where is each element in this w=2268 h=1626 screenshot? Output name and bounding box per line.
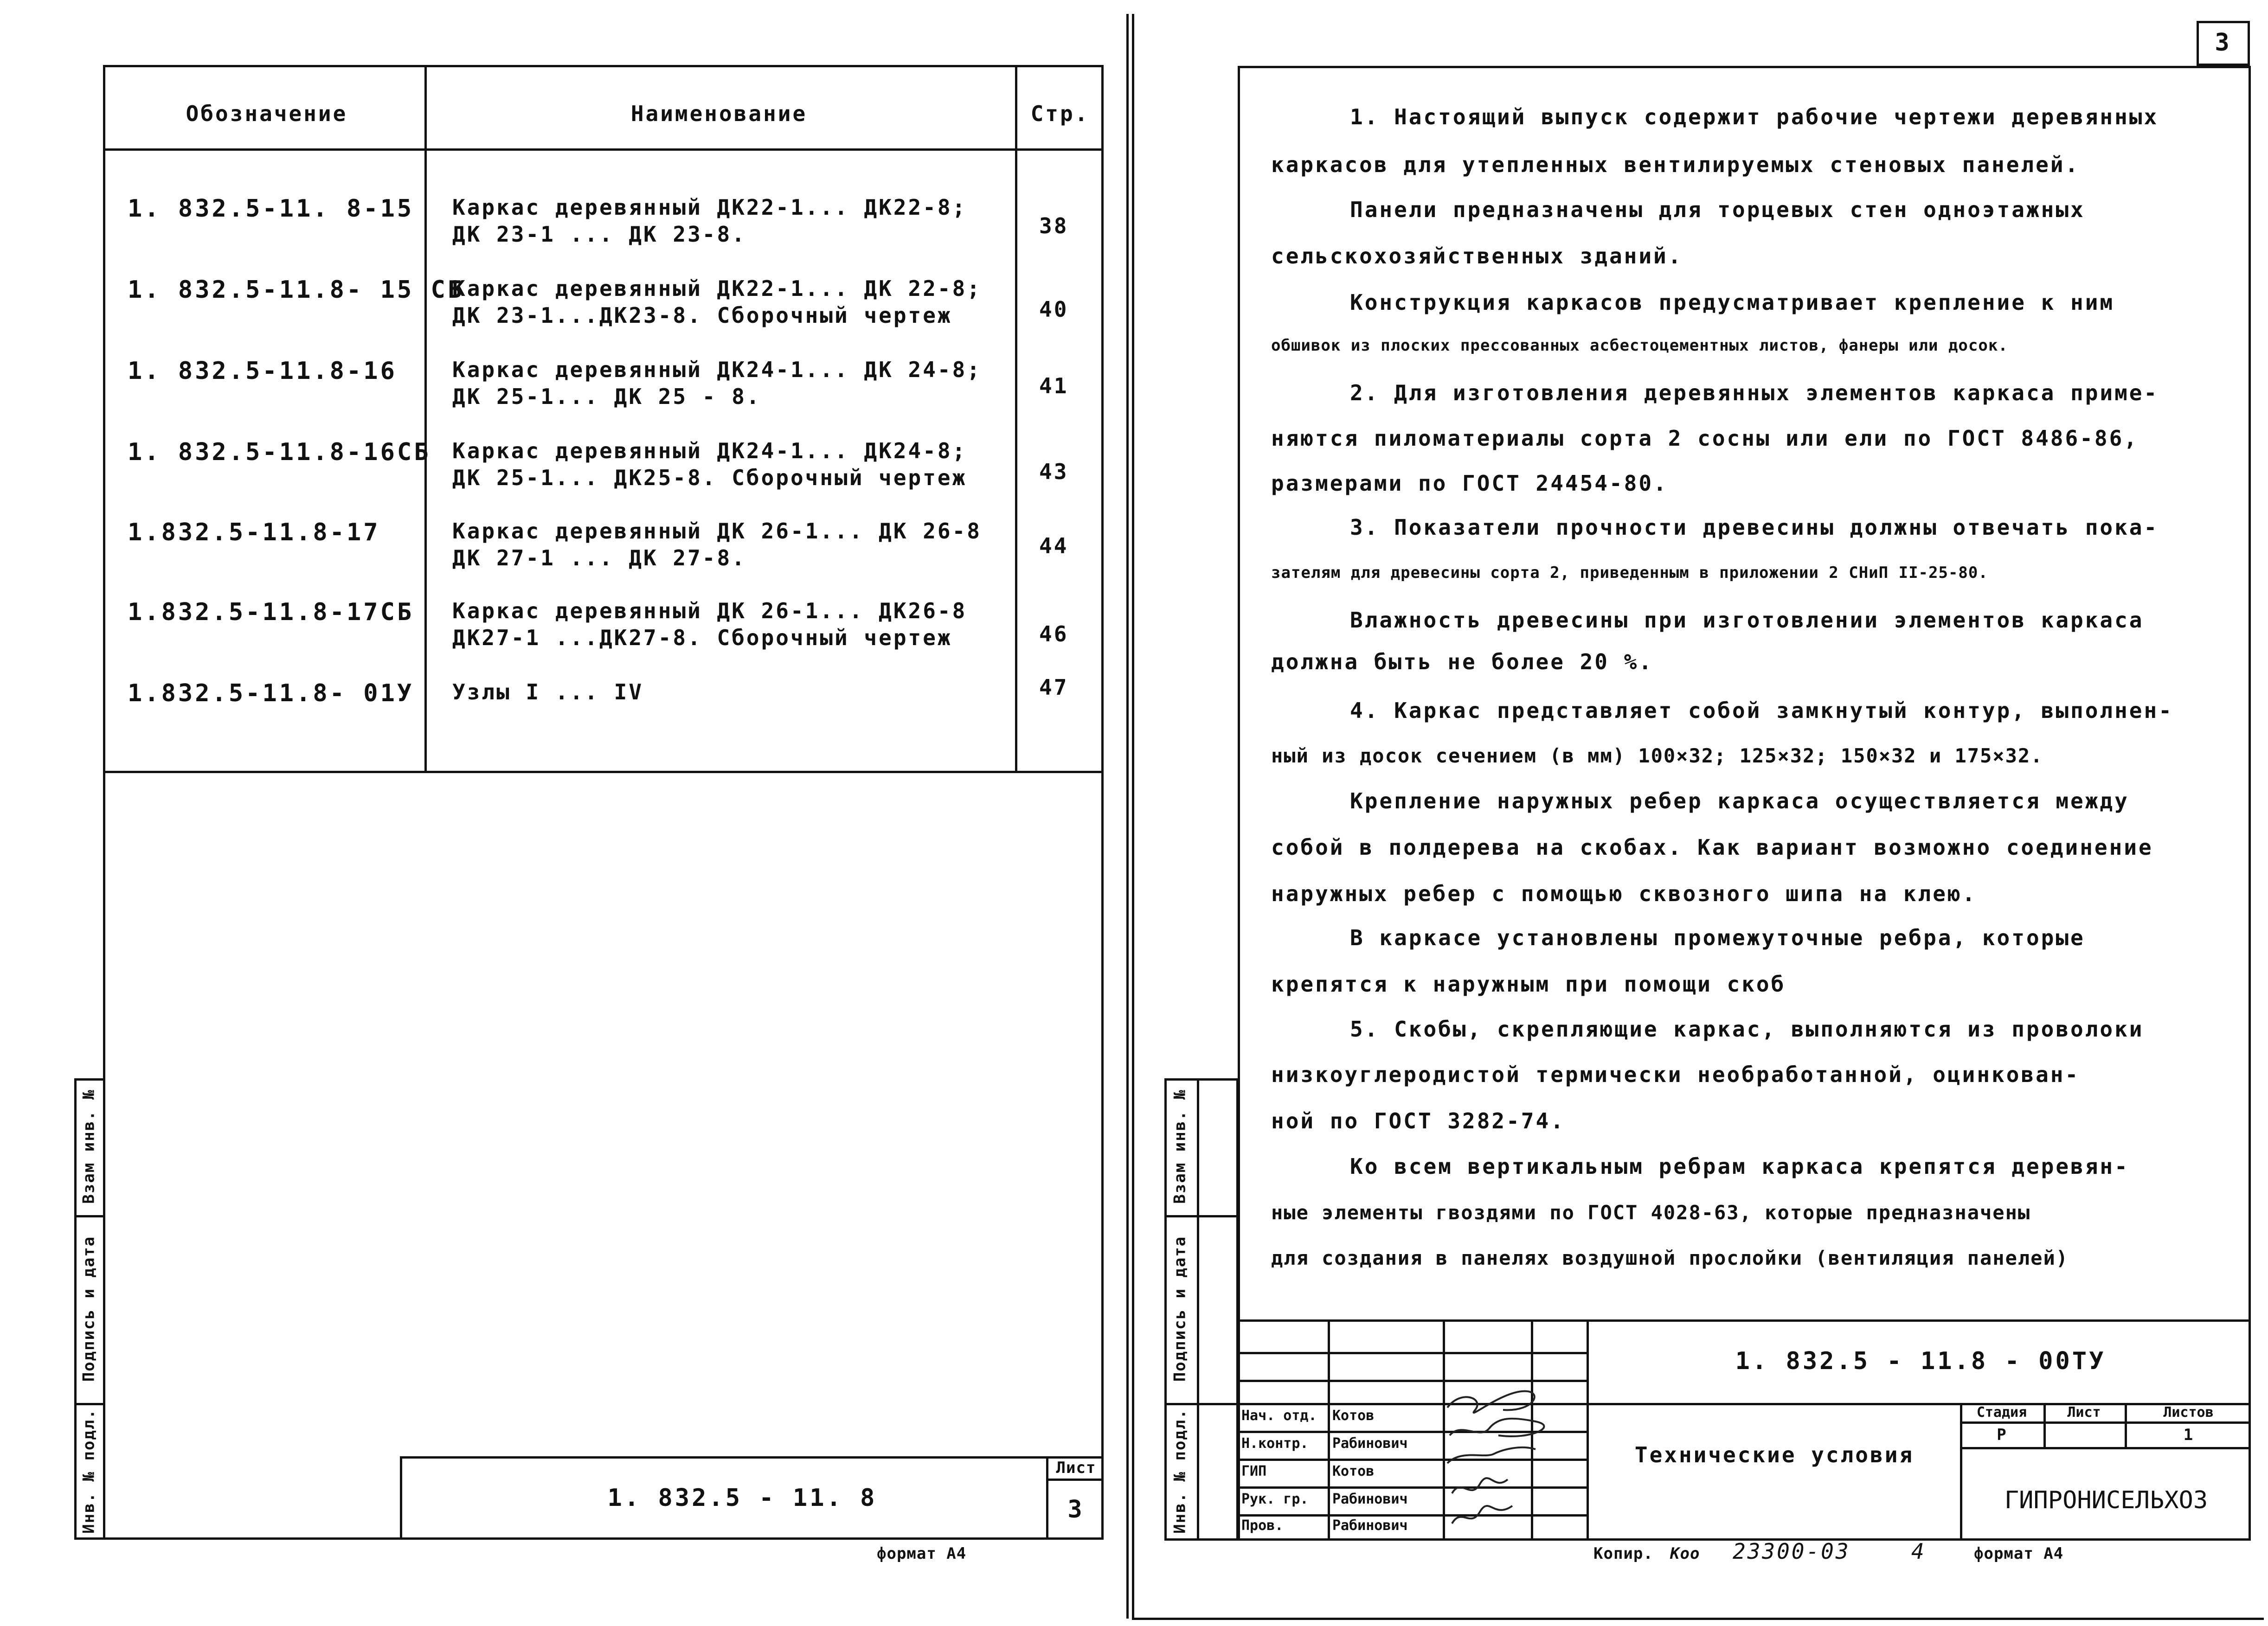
- staff-name: Рабинович: [1332, 1435, 1408, 1452]
- tb-top: [1238, 1319, 2251, 1322]
- tb-stage-line-1: [1960, 1421, 2251, 1424]
- sheet-divider-left: [1126, 14, 1129, 1619]
- left-strip-inv-original: Инв. № подл.: [79, 1408, 98, 1534]
- row-page: 41: [1039, 373, 1069, 398]
- staff-role: Пров.: [1241, 1517, 1284, 1534]
- left-stamp-sheet-number: 3: [1067, 1496, 1085, 1524]
- copy-by: Коо: [1670, 1544, 1700, 1563]
- staff-role: ГИП: [1241, 1463, 1267, 1479]
- left-stamp-sheet-line: [1046, 1479, 1104, 1481]
- text-line: собой в полдерева на скобах. Как вариант возможно соединение: [1271, 835, 2153, 860]
- text-line: размерами по ГОСТ 24454-80.: [1271, 471, 1668, 496]
- sheet-divider-right: [1132, 14, 1134, 1619]
- row-designation: 1.832.5-11.8-17: [128, 519, 380, 546]
- row-name-line2: ДК27-1 ...ДК27-8. Сборочный чертеж: [452, 625, 952, 650]
- tb-sheets-value: 1: [2183, 1426, 2194, 1444]
- text-line: должна быть не более 20 %.: [1271, 649, 1654, 674]
- table-body-bottom-line: [103, 771, 1104, 773]
- text-line: Панели предназначены для торцевых стен одноэтажных: [1350, 197, 2085, 222]
- left-strip-sign-date: Подпись и дата: [79, 1236, 98, 1382]
- copy-sheet: 4: [1911, 1539, 1926, 1564]
- tb-stage-value: Р: [1997, 1426, 2007, 1444]
- text-line: 2. Для изготовления деревянных элементов каркаса приме-: [1350, 380, 2159, 405]
- text-line: сельскохозяйственных зданий.: [1271, 243, 1683, 269]
- staff-name: Рабинович: [1332, 1517, 1408, 1534]
- tb-stage-line-2: [1960, 1447, 2251, 1449]
- left-format-label: формат А4: [877, 1544, 967, 1563]
- text-line: Конструкция каркасов предусматривает крепление к ним: [1350, 290, 2115, 315]
- left-stamp-top: [400, 1456, 1104, 1459]
- tb-organization: ГИПРОНИСЕЛЬХОЗ: [2004, 1486, 2208, 1514]
- left-strip-replace-inv: Взам инв. №: [79, 1089, 98, 1204]
- signature-icon: [1443, 1384, 1563, 1533]
- staff-role: Рук. гр.: [1241, 1491, 1309, 1507]
- staff-role: Нач. отд.: [1241, 1408, 1317, 1424]
- row-name-line1: Каркас деревянный ДК24-1... ДК24-8;: [452, 438, 967, 463]
- text-line: Крепление наружных ребер каркаса осуществляется между: [1350, 788, 2129, 813]
- text-line: низкоуглеродистой термически необработанной, оцинкован-: [1271, 1062, 2080, 1087]
- text-line: В каркасе установлены промежуточные ребра, которые: [1350, 925, 2085, 950]
- tb-title: Технические условия: [1634, 1442, 1915, 1467]
- copy-number: 23300-03: [1733, 1539, 1850, 1564]
- text-line: ный из досок сечением (в мм) 100×32; 125×32; 150×32 и 175×32.: [1271, 744, 2043, 767]
- left-stamp-code: 1. 832.5 - 11. 8: [607, 1484, 877, 1512]
- text-line: ные элементы гвоздями по ГОСТ 4028-63, которые предназначены: [1271, 1201, 2031, 1224]
- tb-staff-row: [1238, 1352, 1587, 1354]
- tb-main-divider: [1587, 1319, 1589, 1541]
- text-line: 3. Показатели прочности древесины должны отвечать пока-: [1350, 515, 2159, 540]
- staff-name: Котов: [1332, 1463, 1375, 1479]
- text-line: для создания в панелях воздушной прослойки (вентиляция панелей): [1271, 1247, 2069, 1269]
- text-line: няются пиломатериалы сорта 2 сосны или ели по ГОСТ 8486-86,: [1271, 426, 2139, 451]
- left-stamp-divider: [1046, 1456, 1048, 1540]
- row-designation: 1. 832.5-11.8-16: [128, 357, 397, 385]
- text-line: крепятся к наружным при помощи скоб: [1271, 972, 1786, 997]
- tb-sheets-label: Листов: [2163, 1404, 2214, 1421]
- text-line: Влажность древесины при изготовлении элементов каркаса: [1350, 608, 2144, 633]
- text-line: обшивок из плоских прессованных асбестоцементных листов, фанеры или досок.: [1271, 336, 2008, 355]
- header-name: Наименование: [630, 101, 808, 126]
- tb-code: 1. 832.5 - 11.8 - 00ТУ: [1735, 1347, 2106, 1375]
- right-format-label: формат А4: [1974, 1544, 2064, 1563]
- row-designation: 1. 832.5-11.8- 15 СБ: [128, 276, 465, 304]
- text-line: 4. Каркас представляет собой замкнутый контур, выполнен-: [1350, 698, 2173, 723]
- row-designation: 1. 832.5-11.8-16СБ: [128, 438, 431, 466]
- row-page: 38: [1039, 213, 1069, 238]
- row-name-line1: Каркас деревянный ДК 26-1... ДК 26-8: [452, 519, 982, 544]
- staff-name: Рабинович: [1332, 1491, 1408, 1507]
- row-page: 46: [1039, 621, 1069, 647]
- copy-label: Копир.: [1593, 1544, 1653, 1563]
- staff-role: Н.контр.: [1241, 1435, 1309, 1452]
- sheet-bottom-edge: [1132, 1618, 2264, 1620]
- text-line: Ко всем вертикальным ребрам каркаса крепятся деревян-: [1350, 1154, 2129, 1179]
- tb-staff-row: [1238, 1380, 1587, 1382]
- left-stamp-left: [400, 1456, 402, 1540]
- row-designation: 1.832.5-11.8-17СБ: [128, 598, 414, 626]
- table-col-divider-1: [424, 65, 427, 772]
- row-page: 44: [1039, 533, 1069, 558]
- header-designation: Обозначение: [186, 101, 348, 126]
- text-line: 5. Скобы, скрепляющие каркас, выполняются из проволоки: [1350, 1017, 2144, 1042]
- right-strip-replace-inv: Взам инв. №: [1170, 1089, 1189, 1204]
- right-strip-inner: [1197, 1078, 1199, 1541]
- row-name-line2: ДК 25-1... ДК25-8. Сборочный чертеж: [452, 465, 967, 490]
- right-strip-sign-date: Подпись и дата: [1170, 1236, 1189, 1382]
- page-number: 3: [2215, 29, 2232, 57]
- row-name-line1: Узлы I ... IV: [452, 679, 644, 704]
- row-page: 43: [1039, 459, 1069, 484]
- row-name-line1: Каркас деревянный ДК 26-1... ДК26-8: [452, 598, 967, 623]
- row-name-line1: Каркас деревянный ДК22-1... ДК22-8;: [452, 195, 967, 220]
- text-line: ной по ГОСТ 3282-74.: [1271, 1108, 1565, 1133]
- table-header-line: [103, 148, 1104, 151]
- row-designation: 1.832.5-11.8- 01У: [128, 679, 414, 707]
- row-name-line2: ДК 23-1...ДК23-8. Сборочный чертеж: [452, 303, 952, 328]
- row-name-line2: ДК 25-1... ДК 25 - 8.: [452, 384, 761, 409]
- text-line: наружных ребер с помощью сквозного шипа на клею.: [1271, 881, 1977, 906]
- row-page: 47: [1039, 675, 1069, 700]
- row-designation: 1. 832.5-11. 8-15: [128, 195, 414, 223]
- text-line: каркасов для утепленных вентилируемых стеновых панелей.: [1271, 152, 2080, 177]
- left-stamp-sheet-label: Лист: [1056, 1459, 1096, 1477]
- table-col-divider-2: [1015, 65, 1017, 772]
- tb-sheet-label: Лист: [2067, 1404, 2101, 1421]
- row-name-line2: ДК 27-1 ... ДК 27-8.: [452, 545, 746, 570]
- text-line: зателям для древесины сорта 2, приведенным в приложении 2 СНиП II-25-80.: [1271, 563, 1988, 582]
- staff-name: Котов: [1332, 1408, 1375, 1424]
- row-page: 40: [1039, 297, 1069, 322]
- text-line: 1. Настоящий выпуск содержит рабочие чертежи деревянных: [1350, 104, 2159, 129]
- row-name-line1: Каркас деревянный ДК24-1... ДК 24-8;: [452, 357, 982, 382]
- row-name-line2: ДК 23-1 ... ДК 23-8.: [452, 222, 746, 247]
- row-name-line1: Каркас деревянный ДК22-1... ДК 22-8;: [452, 276, 982, 301]
- header-page: Стр.: [1030, 101, 1090, 126]
- right-strip-inv-original: Инв. № подл.: [1170, 1408, 1189, 1534]
- tb-stage-label: Стадия: [1976, 1404, 2027, 1421]
